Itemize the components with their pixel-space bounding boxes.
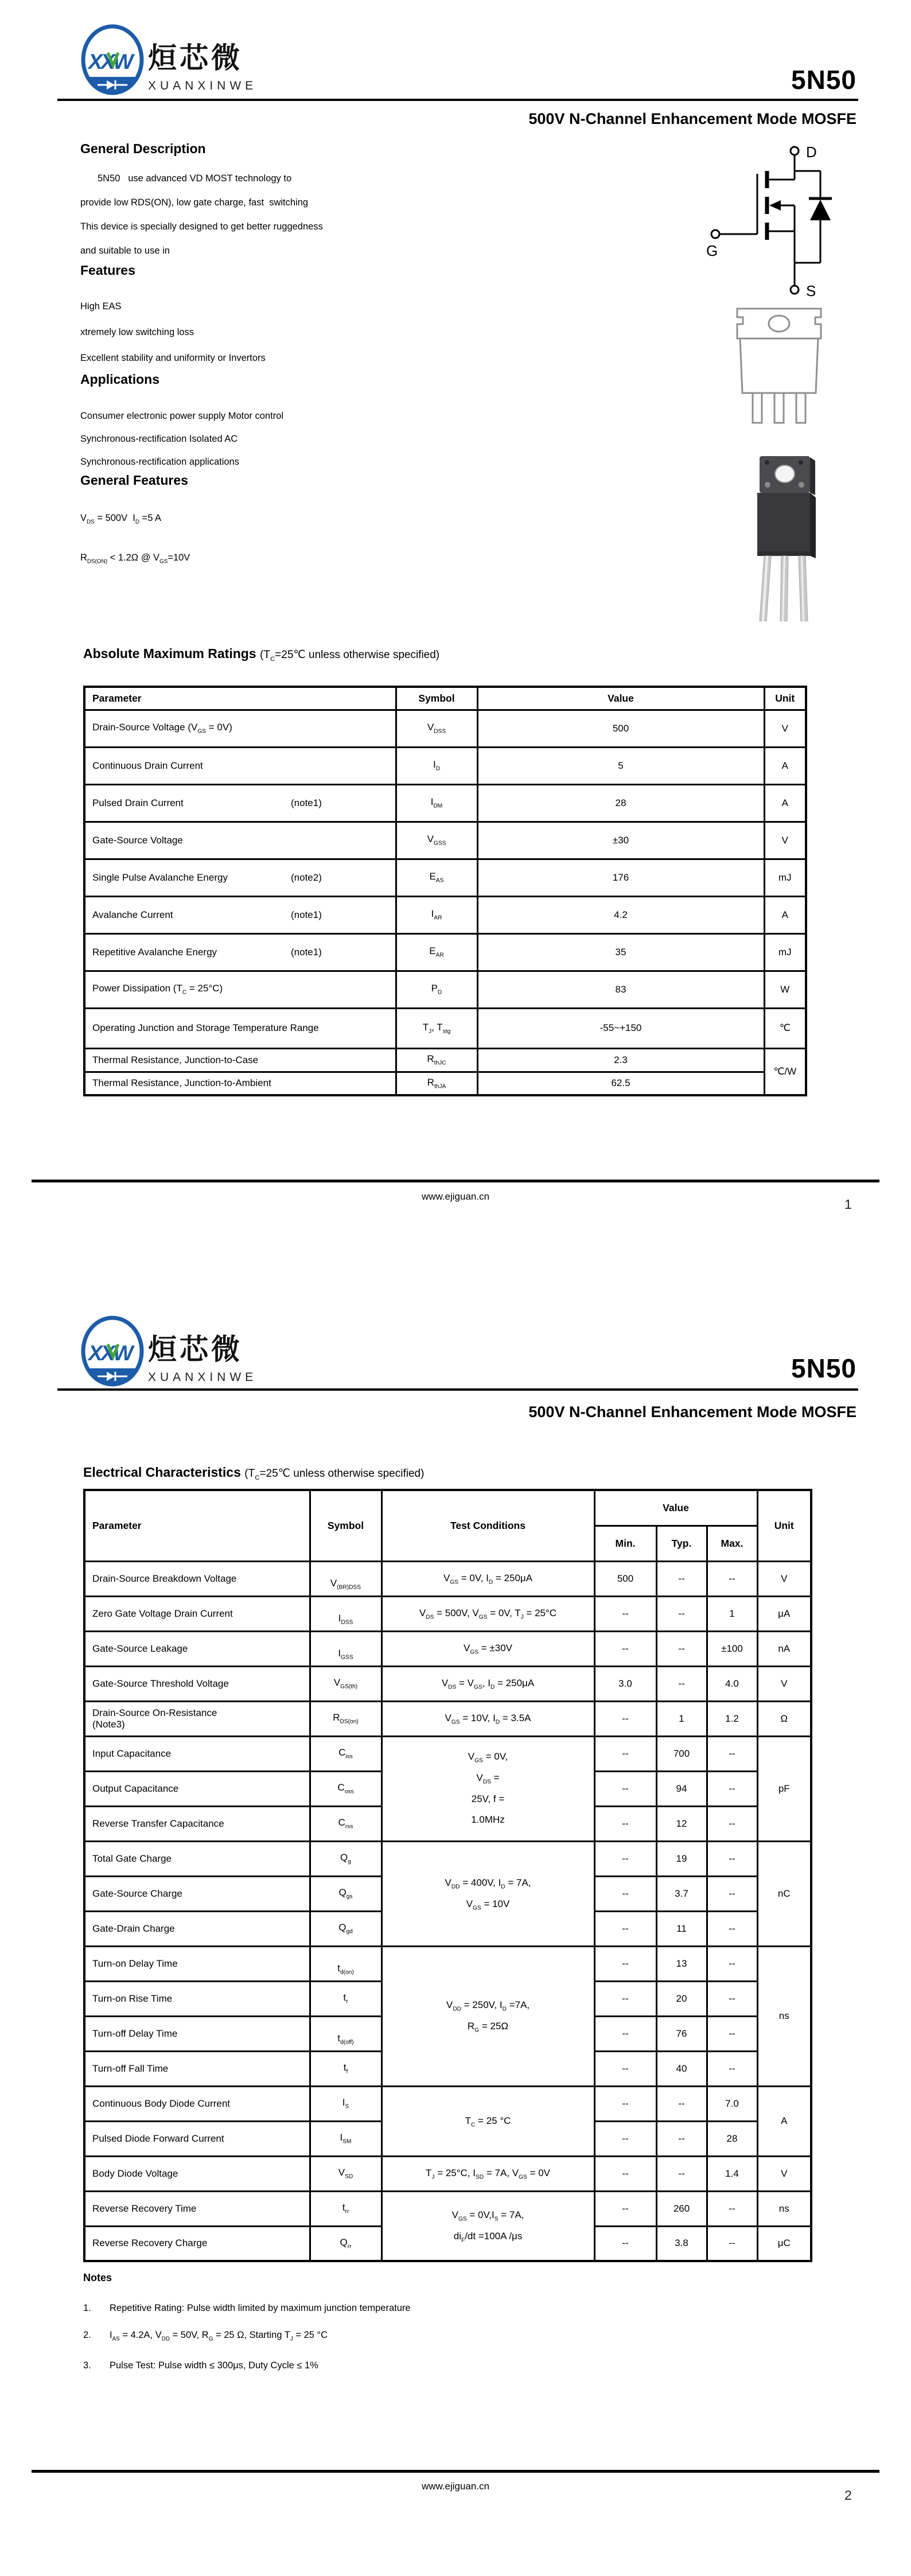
max-cell: -- xyxy=(707,1981,757,2016)
source-label: S xyxy=(806,282,816,299)
col-header-value: Value xyxy=(477,687,764,710)
max-cell: 1.2 xyxy=(707,1701,757,1736)
test-conditions-cell: $V_{GS} = 0V,I_S = 7A$, $di_F/dt =100A$ /μs xyxy=(381,2191,594,2261)
feature-item: High EAS xyxy=(80,301,122,312)
test-conditions-cell: $V_{DS} = V_{GS}$, $I_D = 250\mu A$ xyxy=(381,1666,594,1701)
elec-char-row xyxy=(84,2156,811,2191)
max-cell: -- xyxy=(707,1736,757,1771)
parameter-cell: Gate-Source Leakage xyxy=(84,1631,310,1666)
symbol-cell: $Q_g$ xyxy=(310,1841,381,1876)
max-cell: 1 xyxy=(707,1596,757,1631)
unit-cell: A xyxy=(764,747,806,784)
col-header-symbol: Symbol xyxy=(310,1490,381,1561)
max-cell: -- xyxy=(707,2226,757,2261)
section-heading-general-features: General Features xyxy=(80,473,188,488)
note-text: Pulse Test: Pulse width ≤ 300μs, Duty Cycle ≤ 1% xyxy=(110,2360,318,2371)
elec-char-row xyxy=(84,1841,811,1876)
unit-cell: A xyxy=(757,2086,811,2156)
min-cell: -- xyxy=(594,1841,656,1876)
parameter-cell: Output Capacitance xyxy=(84,1771,310,1806)
unit-cell: mJ xyxy=(764,933,806,971)
feature-item: xtremely low switching loss xyxy=(80,327,194,337)
abs-max-row xyxy=(84,747,806,784)
symbol-cell: $I_{SM}$ xyxy=(310,2121,381,2156)
note-ref: (note1) xyxy=(291,909,322,920)
abs-max-row xyxy=(84,896,806,933)
notes-heading: Notes xyxy=(83,2272,112,2283)
min-cell: -- xyxy=(594,1981,656,2016)
page-title: 500V N-Channel Enhancement Mode MOSFE xyxy=(528,110,857,127)
typ-cell: -- xyxy=(656,2086,707,2121)
applications-list xyxy=(80,404,283,473)
symbol-cell: $t_{d(on)}$ xyxy=(310,1946,381,1981)
abs-max-row xyxy=(84,1008,806,1048)
typ-cell: 700 xyxy=(656,1736,707,1771)
typ-cell: -- xyxy=(656,1561,707,1596)
test-conditions-cell: $T_C = 25$ °C xyxy=(381,2086,594,2156)
brand-name-cn: 烜芯微 xyxy=(148,42,243,74)
abs-max-row xyxy=(84,1048,806,1072)
typ-cell: 76 xyxy=(656,2016,707,2051)
typ-cell: -- xyxy=(656,2121,707,2156)
elec-char-row xyxy=(84,1596,811,1631)
company-logo xyxy=(80,1316,258,1388)
test-conditions-cell: $V_{DD} = 400V$, $I_D = 7A$, $V_{GS} = 10V$ xyxy=(381,1841,594,1946)
test-conditions-cell: $V_{GS} = 10V$, $I_D = 3.5A$ xyxy=(381,1701,594,1736)
note-item xyxy=(83,2352,411,2379)
value-cell: 83 xyxy=(477,971,764,1008)
min-cell: 500 xyxy=(594,1561,656,1596)
logo-emblem-icon xyxy=(80,24,258,96)
unit-cell: μA xyxy=(757,1596,811,1631)
company-logo xyxy=(80,24,258,96)
elec-char-row xyxy=(84,1631,811,1666)
unit-cell: mJ xyxy=(764,859,806,896)
unit-cell: nA xyxy=(757,1631,811,1666)
elec-char-row xyxy=(84,1561,811,1596)
abs-max-table xyxy=(83,686,807,1096)
symbol-cell: $R_{DS(on)}$ xyxy=(310,1701,381,1736)
symbol-cell: $C_{oss}$ xyxy=(310,1771,381,1806)
test-conditions-cell: $V_{GS} = 0V$, $I_D = 250\mu A$ xyxy=(381,1561,594,1596)
value-cell: 62.5 xyxy=(477,1072,764,1095)
symbol-cell: $I_{AR}$ xyxy=(396,896,477,933)
parameter-cell: Gate-Source Voltage xyxy=(84,822,396,859)
symbol-cell: $V_{GSS}$ xyxy=(396,822,477,859)
note-number: 1. xyxy=(83,2303,91,2313)
elec-char-row xyxy=(84,2086,811,2121)
col-header-value: Value xyxy=(594,1490,757,1526)
symbol-cell: $Q_{rr}$ xyxy=(310,2226,381,2261)
parameter-cell: Turn-on Rise Time xyxy=(84,1981,310,2016)
parameter-cell: Turn-on Delay Time xyxy=(84,1946,310,1981)
value-cell: 5 xyxy=(477,747,764,784)
parameter-cell: Zero Gate Voltage Drain Current xyxy=(84,1596,310,1631)
max-cell: 28 xyxy=(707,2121,757,2156)
unit-cell: A xyxy=(764,896,806,933)
value-cell: 4.2 xyxy=(477,896,764,933)
note-number: 3. xyxy=(83,2360,91,2371)
parameter-cell: Drain-Source Breakdown Voltage xyxy=(84,1561,310,1596)
max-cell: -- xyxy=(707,2016,757,2051)
general-features-list xyxy=(80,500,190,580)
abs-max-row xyxy=(84,822,806,859)
parameter-cell: Drain-Source Voltage $(V_{GS} = 0V)$ xyxy=(84,710,396,747)
unit-cell: V xyxy=(764,710,806,747)
unit-cell: nC xyxy=(757,1841,811,1946)
value-cell: 2.3 xyxy=(477,1048,764,1072)
symbol-cell: $V_{DSS}$ xyxy=(396,710,477,747)
parameter-cell: Gate-Source Threshold Voltage xyxy=(84,1666,310,1701)
application-item: Synchronous-rectification Isolated AC xyxy=(80,434,238,444)
unit-cell: Ω xyxy=(757,1701,811,1736)
min-cell: -- xyxy=(594,1771,656,1806)
test-conditions-cell: $V_{DD} = 250V$, $I_D =7A$, $R_G = 25\Omega$ xyxy=(381,1946,594,2086)
elec-char-row xyxy=(84,2191,811,2226)
parameter-cell: Reverse Recovery Time xyxy=(84,2191,310,2226)
parameter-cell: Gate-Drain Charge xyxy=(84,1911,310,1946)
min-cell: -- xyxy=(594,1631,656,1666)
parameter-cell: Turn-off Delay Time xyxy=(84,2016,310,2051)
col-header-parameter: Parameter xyxy=(84,1490,310,1561)
symbol-cell: $V_{GS(th)}$ xyxy=(310,1666,381,1701)
abs-max-row xyxy=(84,784,806,822)
application-item: Synchronous-rectification applications xyxy=(80,457,239,467)
logo-letters: XXW xyxy=(88,50,132,73)
symbol-cell: $I_{GSS}$ xyxy=(310,1631,381,1666)
logo-emblem-icon xyxy=(80,1316,258,1388)
elec-char-subtitle: ($T_C=25℃$ unless otherwise specified) xyxy=(244,1468,425,1481)
header-rule xyxy=(57,1388,858,1391)
unit-cell: V xyxy=(764,822,806,859)
features-list xyxy=(80,294,266,371)
abs-max-subtitle: ($T_C=25℃$ unless otherwise specified) xyxy=(260,649,440,663)
abs-max-row xyxy=(84,710,806,747)
section-heading-general-description: General Description xyxy=(80,141,206,156)
symbol-cell: $I_{DSS}$ xyxy=(310,1596,381,1631)
note-item xyxy=(83,2295,411,2322)
brand-name-cn: 烜芯微 xyxy=(148,1333,243,1365)
abs-max-header-row xyxy=(84,687,806,710)
parameter-cell: Repetitive Avalanche Energy (note1) xyxy=(84,933,396,971)
typ-cell: 40 xyxy=(656,2051,707,2086)
max-cell: -- xyxy=(707,2051,757,2086)
symbol-cell: $C_{iss}$ xyxy=(310,1736,381,1771)
min-cell: -- xyxy=(594,1596,656,1631)
col-header-parameter: Parameter xyxy=(84,687,396,710)
typ-cell: 19 xyxy=(656,1841,707,1876)
parameter-cell: Operating Junction and Storage Temperature Range xyxy=(84,1008,396,1048)
min-cell: -- xyxy=(594,2051,656,2086)
typ-cell: -- xyxy=(656,1666,707,1701)
symbol-cell: $t_{rr}$ xyxy=(310,2191,381,2226)
typ-cell: 20 xyxy=(656,1981,707,2016)
note-text: Repetitive Rating: Pulse width limited by maximum junction temperature xyxy=(110,2303,411,2313)
symbol-cell: $R_{thJC}$ xyxy=(396,1048,477,1072)
max-cell: -- xyxy=(707,2191,757,2226)
min-cell: -- xyxy=(594,2226,656,2261)
min-cell: -- xyxy=(594,1946,656,1981)
note-number: 2. xyxy=(83,2330,91,2340)
part-number: 5N50 xyxy=(791,1353,857,1383)
abs-max-row xyxy=(84,1072,806,1095)
mosfet-symbol-diagram xyxy=(703,142,849,306)
symbol-cell: $I_{DM}$ xyxy=(396,784,477,822)
brand-name-en: XUANXINWEI xyxy=(148,79,258,92)
min-cell: -- xyxy=(594,2191,656,2226)
min-cell: -- xyxy=(594,2156,656,2191)
parameter-cell: Body Diode Voltage xyxy=(84,2156,310,2191)
description-line: provide low RDS(ON), low gate charge, fast switching xyxy=(80,197,309,208)
typ-cell: 13 xyxy=(656,1946,707,1981)
max-cell: -- xyxy=(707,1946,757,1981)
typ-cell: 11 xyxy=(656,1911,707,1946)
col-header-test-conditions: Test Conditions xyxy=(381,1490,594,1561)
parameter-cell: Reverse Recovery Charge xyxy=(84,2226,310,2261)
max-cell: 4.0 xyxy=(707,1666,757,1701)
symbol-cell: $E_{AR}$ xyxy=(396,933,477,971)
value-cell: 28 xyxy=(477,784,764,822)
symbol-cell: $E_{AS}$ xyxy=(396,859,477,896)
min-cell: -- xyxy=(594,2086,656,2121)
max-cell: -- xyxy=(707,1841,757,1876)
parameter-cell: Thermal Resistance, Junction-to-Ambient xyxy=(84,1072,396,1095)
parameter-cell: Drain-Source On-Resistance (Note3) xyxy=(84,1701,310,1736)
notes-list xyxy=(83,2295,411,2379)
gate-label: G xyxy=(706,242,718,259)
unit-cell: V xyxy=(757,1561,811,1596)
symbol-cell: $I_D$ xyxy=(396,747,477,784)
abs-max-heading xyxy=(83,646,439,663)
typ-cell: 3.8 xyxy=(656,2226,707,2261)
part-number: 5N50 xyxy=(791,65,857,95)
symbol-cell: $t_r$ xyxy=(310,1981,381,2016)
col-header-symbol: Symbol xyxy=(396,687,477,710)
min-cell: -- xyxy=(594,2016,656,2051)
description-line: 5N50 use advanced VD MOST technology to xyxy=(98,173,292,184)
value-cell: -55~+150 xyxy=(477,1008,764,1048)
symbol-cell: $R_{thJA}$ xyxy=(396,1072,477,1095)
parameter-cell: Pulsed Drain Current (note1) xyxy=(84,784,396,822)
value-cell: 35 xyxy=(477,933,764,971)
max-cell: -- xyxy=(707,1806,757,1841)
symbol-cell: $I_S$ xyxy=(310,2086,381,2121)
value-cell: 500 xyxy=(477,710,764,747)
symbol-cell: $C_{rss}$ xyxy=(310,1806,381,1841)
unit-cell: A xyxy=(764,784,806,822)
max-cell: -- xyxy=(707,1876,757,1911)
elec-char-table xyxy=(83,1489,812,2262)
elec-char-row xyxy=(84,1946,811,1981)
description-line: This device is specially designed to get better ruggedness xyxy=(80,221,323,232)
elec-char-header-row xyxy=(84,1490,811,1526)
min-cell: -- xyxy=(594,1701,656,1736)
logo-letters: XXW xyxy=(88,1341,132,1365)
min-cell: -- xyxy=(594,1736,656,1771)
parameter-cell: Reverse Transfer Capacitance xyxy=(84,1806,310,1841)
application-item: Consumer electronic power supply Motor control xyxy=(80,411,283,421)
parameter-cell: Avalanche Current (note1) xyxy=(84,896,396,933)
min-cell: -- xyxy=(594,2121,656,2156)
section-heading-features: Features xyxy=(80,263,135,278)
symbol-cell: $t_{d(off)}$ xyxy=(310,2016,381,2051)
col-header-max: Max. xyxy=(707,1526,757,1561)
unit-cell: V xyxy=(757,1666,811,1701)
test-conditions-cell: $V_{GS} = 0V$, $V_{DS}$ = 25V, f = 1.0MHz xyxy=(381,1736,594,1841)
typ-cell: -- xyxy=(656,1631,707,1666)
parameter-cell: Continuous Body Diode Current xyxy=(84,2086,310,2121)
parameter-cell: Thermal Resistance, Junction-to-Case xyxy=(84,1048,396,1072)
abs-max-title: Absolute Maximum Ratings xyxy=(83,646,256,661)
general-feature-item: $R_{DS(ON)} < 1.2\Omega$ @ $V_{GS}=10V$ xyxy=(80,552,190,565)
abs-max-row xyxy=(84,859,806,896)
min-cell: -- xyxy=(594,1911,656,1946)
col-header-min: Min. xyxy=(594,1526,656,1561)
drain-label: D xyxy=(806,143,817,161)
unit-cell: ns xyxy=(757,2191,811,2226)
page-number: 2 xyxy=(844,2488,852,2503)
unit-cell: μC xyxy=(757,2226,811,2261)
parameter-cell: Pulsed Diode Forward Current xyxy=(84,2121,310,2156)
unit-cell: W xyxy=(764,971,806,1008)
abs-max-row xyxy=(84,971,806,1008)
feature-item: Excellent stability and uniformity or Invertors xyxy=(80,353,266,363)
col-header-unit: Unit xyxy=(764,687,806,710)
test-conditions-cell: $T_J = 25^\circ C$, $I_{SD} = 7A$, $V_{GS} = 0V$ xyxy=(381,2156,594,2191)
package-outline-drawing xyxy=(735,307,823,425)
max-cell: -- xyxy=(707,1911,757,1946)
parameter-cell: Single Pulse Avalanche Energy (note2) xyxy=(84,859,396,896)
elec-char-row xyxy=(84,1736,811,1771)
brand-name-en: XUANXINWEI xyxy=(148,1371,258,1384)
unit-cell: V xyxy=(757,2156,811,2191)
note-text: $I_{AS} = 4.2A$, $V_{DD} = 50V$, $R_G = 25$ Ω, Starting $T_J = 25$ °C xyxy=(110,2330,328,2342)
typ-cell: -- xyxy=(656,1596,707,1631)
footer-url: www.ejiguan.cn xyxy=(421,1191,490,1202)
note-ref: (note1) xyxy=(291,797,322,808)
elec-char-heading xyxy=(83,1465,424,1481)
elec-char-row xyxy=(84,1701,811,1736)
parameter-cell: Continuous Drain Current xyxy=(84,747,396,784)
max-cell: 1.4 xyxy=(707,2156,757,2191)
min-cell: -- xyxy=(594,1806,656,1841)
section-heading-applications: Applications xyxy=(80,372,160,387)
header-rule xyxy=(57,99,858,101)
max-cell: 7.0 xyxy=(707,2086,757,2121)
typ-cell: -- xyxy=(656,2156,707,2191)
unit-cell: ns xyxy=(757,1946,811,2086)
abs-max-row xyxy=(84,933,806,971)
symbol-cell: $V_{(BR)DSS}$ xyxy=(310,1561,381,1596)
typ-cell: 1 xyxy=(656,1701,707,1736)
description-line: and suitable to use in xyxy=(80,246,170,256)
max-cell: ±100 xyxy=(707,1631,757,1666)
parameter-cell: Power Dissipation $(T_C = 25^\circ C)$ xyxy=(84,971,396,1008)
col-header-unit: Unit xyxy=(757,1490,811,1561)
min-cell: 3.0 xyxy=(594,1666,656,1701)
max-cell: -- xyxy=(707,1561,757,1596)
general-description-text xyxy=(80,166,323,263)
symbol-cell: $t_f$ xyxy=(310,2051,381,2086)
footer-rule xyxy=(32,1180,879,1182)
value-cell: ±30 xyxy=(477,822,764,859)
col-header-typ: Typ. xyxy=(656,1526,707,1561)
note-item xyxy=(83,2322,411,2352)
elec-char-row xyxy=(84,1666,811,1701)
typ-cell: 3.7 xyxy=(656,1876,707,1911)
footer-rule xyxy=(32,2470,879,2473)
typ-cell: 94 xyxy=(656,1771,707,1806)
note-ref: (note1) xyxy=(291,946,322,958)
general-feature-item: $V_{DS} = 500V$ $I_D =5$ A xyxy=(80,513,162,526)
unit-cell: pF xyxy=(757,1736,811,1841)
symbol-cell: $V_{SD}$ xyxy=(310,2156,381,2191)
max-cell: -- xyxy=(707,1771,757,1806)
parameter-cell: Input Capacitance xyxy=(84,1736,310,1771)
symbol-cell: $P_D$ xyxy=(396,971,477,1008)
value-cell: 176 xyxy=(477,859,764,896)
unit-cell: ℃ xyxy=(764,1008,806,1048)
page-number: 1 xyxy=(844,1197,852,1212)
test-conditions-cell: $V_{DS} = 500V$, $V_{GS} = 0V$, $T_J = 25^\circ C$ xyxy=(381,1596,594,1631)
symbol-cell: $Q_{gs}$ xyxy=(310,1876,381,1911)
min-cell: -- xyxy=(594,1876,656,1911)
parameter-cell: Total Gate Charge xyxy=(84,1841,310,1876)
note-ref: (note2) xyxy=(291,871,322,883)
typ-cell: 12 xyxy=(656,1806,707,1841)
elec-char-title: Electrical Characteristics xyxy=(83,1465,241,1480)
parameter-cell: Gate-Source Charge xyxy=(84,1876,310,1911)
page-title: 500V N-Channel Enhancement Mode MOSFE xyxy=(528,1403,857,1421)
parameter-cell: Turn-off Fall Time xyxy=(84,2051,310,2086)
footer-url: www.ejiguan.cn xyxy=(421,2481,490,2492)
symbol-cell: $T_J$, $T_{stg}$ xyxy=(396,1008,477,1048)
symbol-cell: $Q_{gd}$ xyxy=(310,1911,381,1946)
unit-cell: ℃/W xyxy=(764,1048,806,1095)
package-photo xyxy=(755,455,821,621)
typ-cell: 260 xyxy=(656,2191,707,2226)
test-conditions-cell: $V_{GS} = \pm 30V$ xyxy=(381,1631,594,1666)
